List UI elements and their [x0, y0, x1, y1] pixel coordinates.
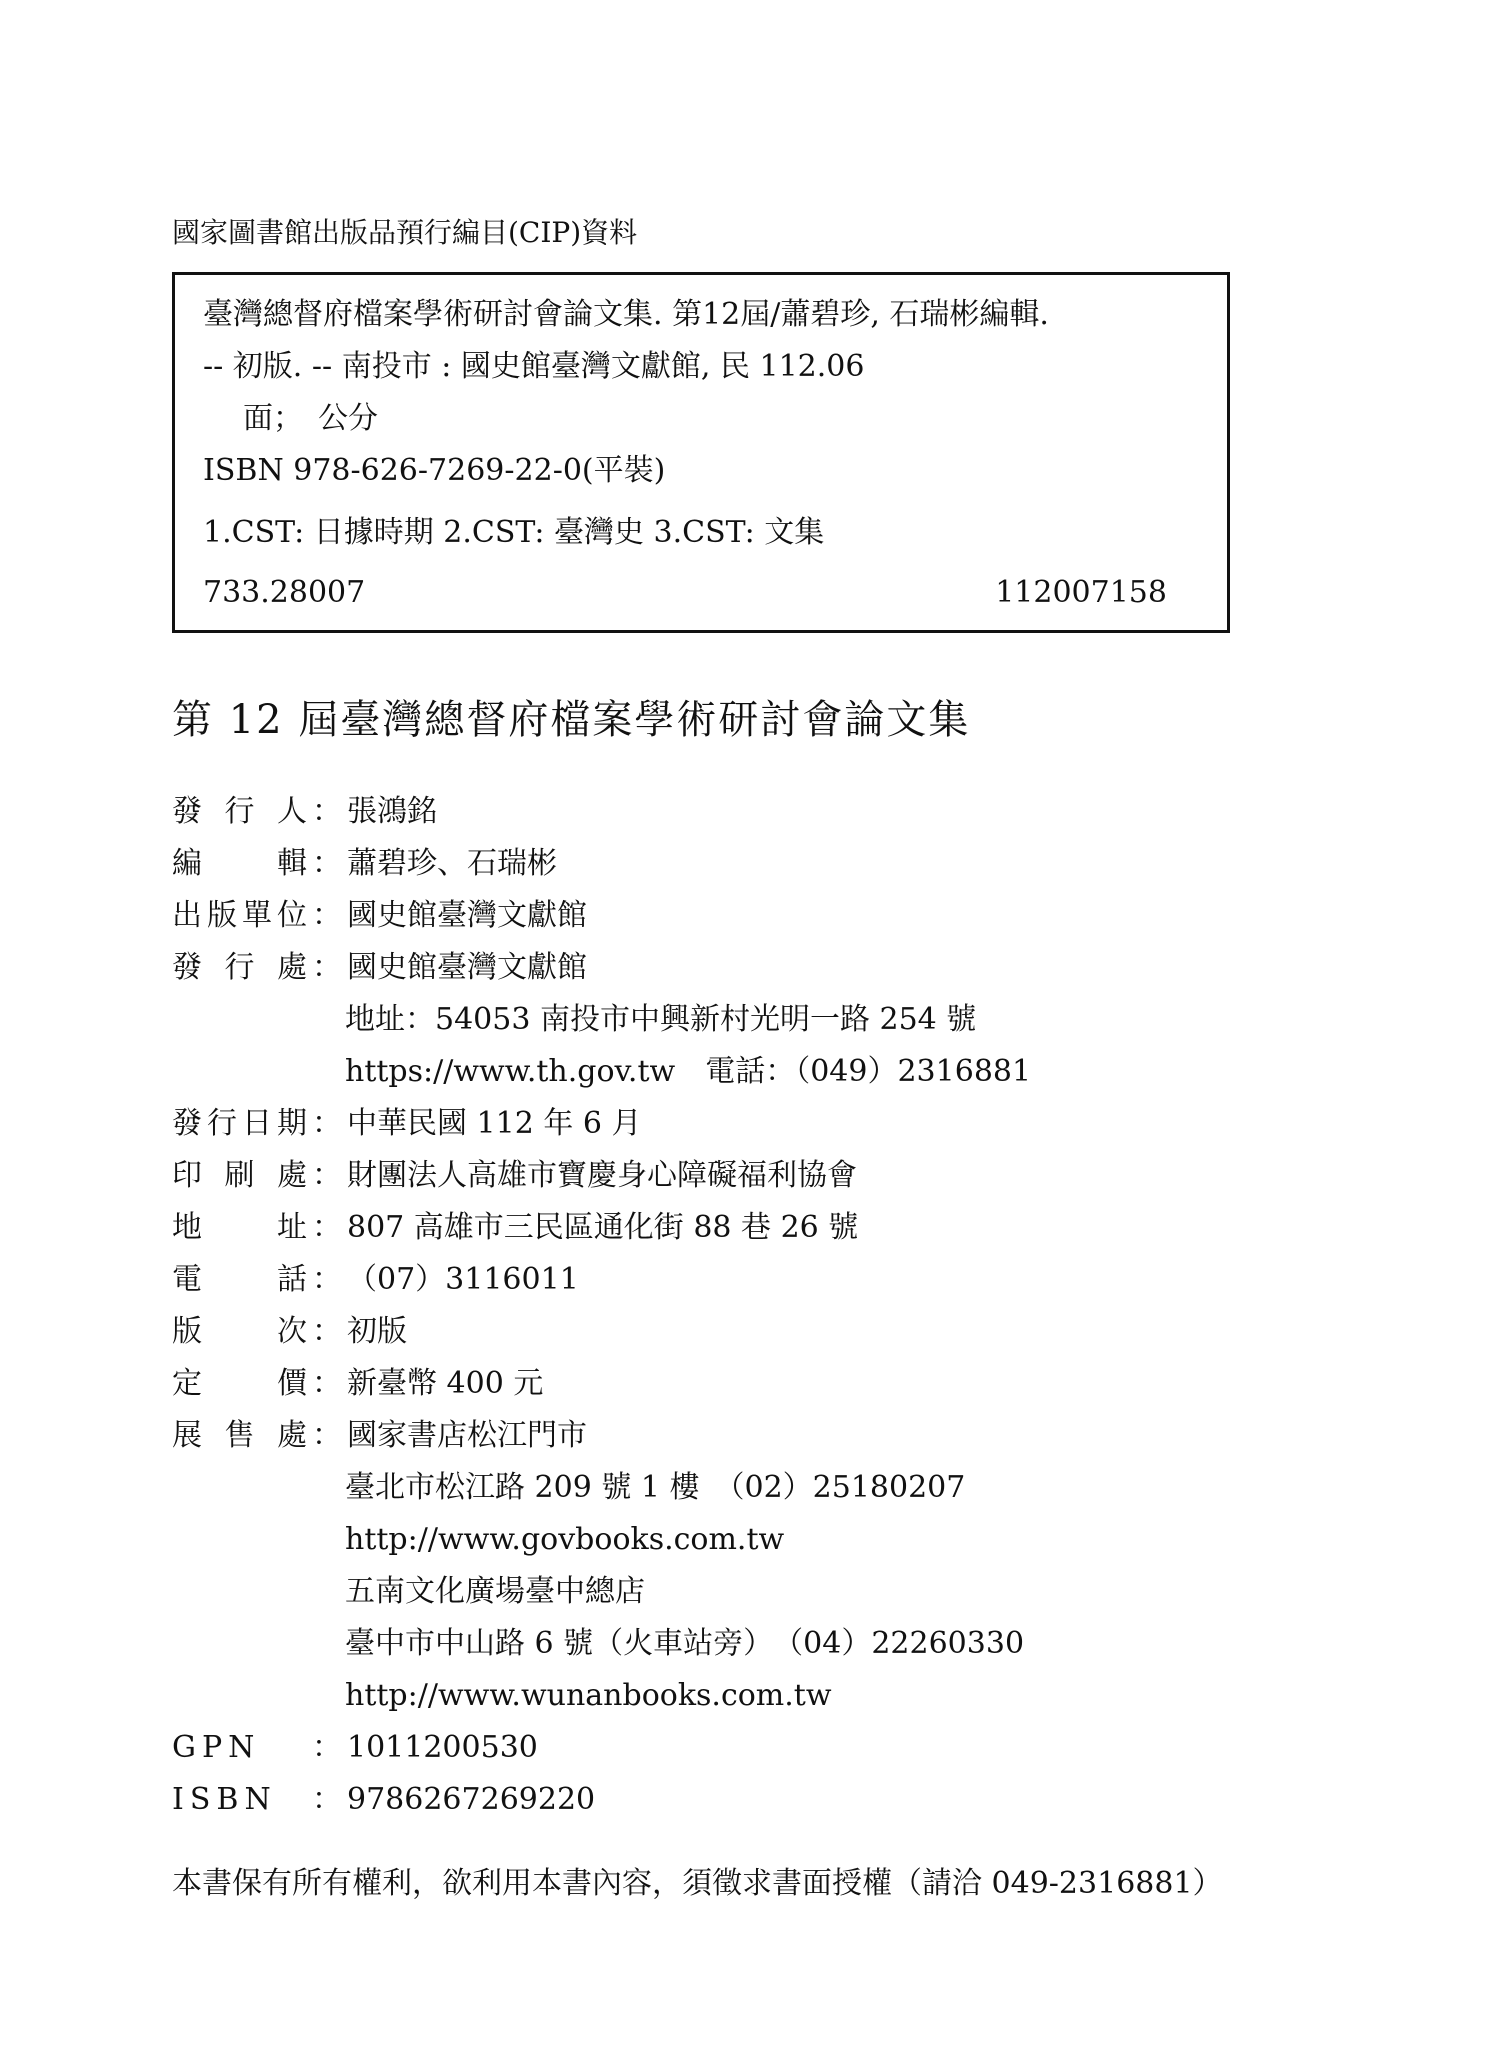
colon: ： — [312, 1106, 342, 1141]
detail-label: 編輯 — [172, 846, 307, 881]
detail-value: 國史館臺灣文獻館 — [347, 950, 587, 985]
cip-title-line: 臺灣總督府檔案學術研討會論文集. 第12屆/蕭碧珍, 石瑞彬編輯. — [203, 297, 1049, 332]
detail-value: 9786267269220 — [347, 1782, 596, 1817]
detail-printer-address — [172, 1206, 858, 1250]
detail-label: ISBN — [172, 1782, 277, 1817]
detail-label: 發行處 — [172, 950, 307, 985]
detail-label: 地址 — [172, 1210, 307, 1245]
detail-label: 印刷處 — [172, 1158, 307, 1193]
detail-printer-phone — [172, 1258, 579, 1302]
sales-line-2: 臺北市松江路 209 號 1 樓 （02）25180207 — [345, 1470, 966, 1505]
detail-price — [172, 1362, 543, 1406]
detail-isbn — [172, 1778, 595, 1822]
cip-isbn-line: ISBN 978-626-7269-22-0(平裝) — [203, 453, 666, 488]
book-title: 第 12 屆臺灣總督府檔案學術研討會論文集 — [172, 697, 971, 743]
detail-value: 1011200530 — [347, 1730, 538, 1765]
colon: ： — [312, 1782, 342, 1817]
colon: ： — [312, 950, 342, 985]
detail-label: 發行日期 — [172, 1106, 307, 1141]
colon: ： — [312, 846, 342, 881]
detail-sales — [172, 1414, 587, 1458]
detail-issue-date — [172, 1102, 642, 1146]
detail-value: 張鴻銘 — [347, 794, 437, 829]
detail-label: 出版單位 — [172, 898, 307, 933]
detail-label: 定價 — [172, 1366, 307, 1401]
issuer-web-phone: https://www.th.gov.tw 電話：（049）2316881 — [345, 1054, 1032, 1089]
sales-url-1[interactable]: http://www.govbooks.com.tw — [345, 1522, 785, 1557]
detail-label: 展售處 — [172, 1418, 307, 1453]
colon: ： — [312, 1366, 342, 1401]
detail-label: GPN — [172, 1730, 261, 1765]
detail-value: 初版 — [347, 1314, 407, 1349]
colon: ： — [312, 1158, 342, 1193]
colon: ： — [312, 1314, 342, 1349]
colon: ： — [312, 898, 342, 933]
cip-subjects-line: 1.CST: 日據時期 2.CST: 臺灣史 3.CST: 文集 — [203, 515, 825, 550]
sales-line-5: 臺中市中山路 6 號（火車站旁） （04）22260330 — [345, 1626, 1025, 1661]
detail-value: 國史館臺灣文獻館 — [347, 898, 587, 933]
colon: ： — [312, 1730, 342, 1765]
sales-url-2[interactable]: http://www.wunanbooks.com.tw — [345, 1678, 832, 1713]
detail-value: 新臺幣 400 元 — [347, 1366, 544, 1401]
detail-label: 電話 — [172, 1262, 307, 1297]
colon: ： — [312, 794, 342, 829]
detail-value: 財團法人高雄市寶慶身心障礙福利協會 — [347, 1158, 857, 1193]
cip-class-number: 733.28007 — [203, 575, 366, 610]
detail-value: 國家書店松江門市 — [347, 1418, 587, 1453]
colon: ： — [312, 1262, 342, 1297]
detail-label: 版次 — [172, 1314, 307, 1349]
detail-value: 蕭碧珍、石瑞彬 — [347, 846, 557, 881]
sales-line-4: 五南文化廣場臺中總店 — [345, 1574, 645, 1609]
issuer-address: 地址：54053 南投市中興新村光明一路 254 號 — [345, 1002, 977, 1037]
detail-value: 807 高雄市三民區通化街 88 巷 26 號 — [347, 1210, 859, 1245]
detail-label: 發行人 — [172, 794, 307, 829]
cip-edition-line: -- 初版. -- 南投市 : 國史館臺灣文獻館, 民 112.06 — [203, 349, 865, 384]
detail-publishing-unit — [172, 894, 587, 938]
colon: ： — [312, 1210, 342, 1245]
detail-value: （07）3116011 — [347, 1262, 579, 1297]
detail-editor — [172, 842, 557, 886]
cip-control-number: 112007158 — [995, 575, 1167, 610]
cip-physical-line: 面； 公分 — [243, 401, 378, 436]
cip-record-box — [172, 272, 1230, 633]
detail-publisher — [172, 790, 437, 834]
rights-notice: 本書保有所有權利，欲利用本書內容，須徵求書面授權（請洽 049-2316881） — [172, 1866, 1223, 1901]
detail-gpn — [172, 1726, 538, 1770]
colon: ： — [312, 1418, 342, 1453]
detail-issuer — [172, 946, 587, 990]
detail-value: 中華民國 112 年 6 月 — [347, 1106, 642, 1141]
detail-edition — [172, 1310, 407, 1354]
detail-printer — [172, 1154, 857, 1198]
cip-heading: 國家圖書館出版品預行編目(CIP)資料 — [172, 216, 638, 249]
